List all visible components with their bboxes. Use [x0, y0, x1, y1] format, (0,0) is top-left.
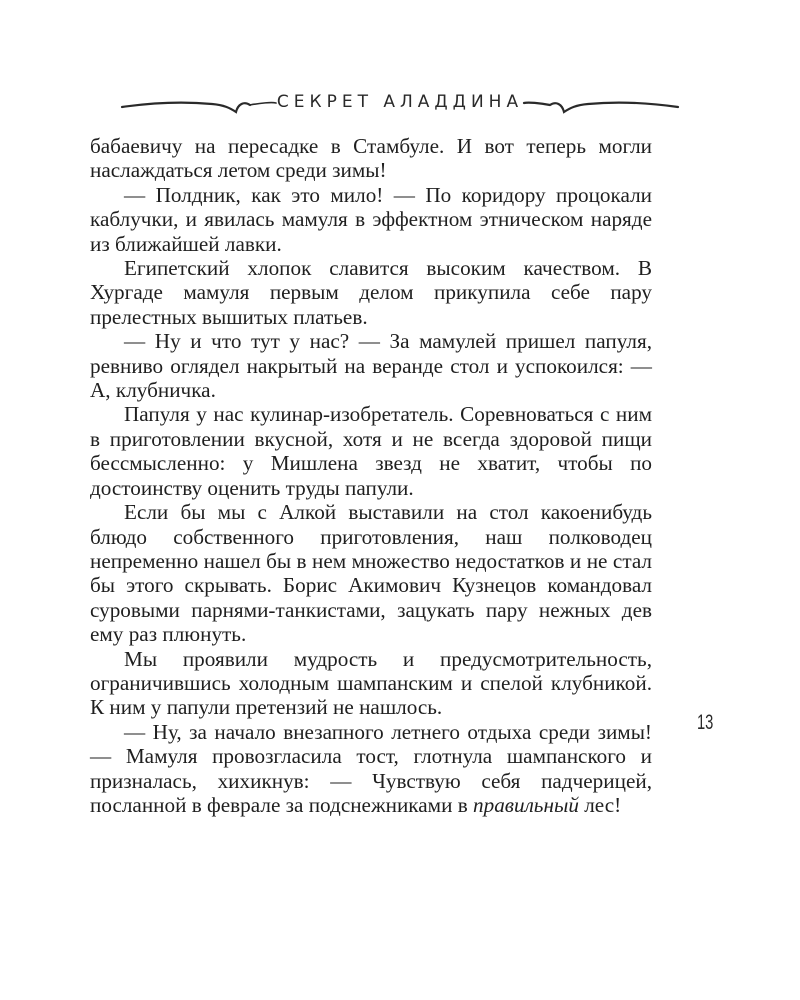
page-number: 13 [697, 711, 714, 734]
paragraph: — Ну и что тут у нас? — За мамулей пришел папуля, ревниво оглядел накрытый на веранде стол и успокоился: — А, клубничка. [90, 329, 652, 403]
running-head [120, 86, 680, 126]
body-text [90, 134, 652, 817]
paragraph: Папуля у нас кулинар-изобретатель. Соревноваться с ним в приготовлении вкусной, хотя и не всегда здоровой пищи бессмысленно: у Мишлена звезд не хватит, чтобы по достоинству оценить труды папули. [90, 402, 652, 500]
paragraph: Египетский хлопок славится высоким качеством. В Хургаде мамуля первым делом прикупила себе пару прелестных вышитых платьев. [90, 256, 652, 329]
paragraph-last-end: лес! [578, 792, 622, 817]
paragraph: — Полдник, как это мило! — По коридору процокали каблучки, и явилась мамуля в эффектном этническом наряде из ближайшей лавки. [90, 182, 652, 256]
paragraph: бабаевичу на пересадке в Стамбуле. И вот теперь могли наслаждаться летом среди зимы! [90, 134, 652, 183]
running-title: СЕКРЕТ АЛАДДИНА [276, 92, 524, 112]
paragraph-last [90, 720, 652, 818]
paragraph-last-text: — Ну, за начало внезапного летнего отдыха среди зимы! — Мамуля провозгласила тост, глотнула шампанского и призналась, хихикнув: — Чувствую себя падчерицей, посланной в феврале за подснежниками в [90, 719, 652, 817]
paragraph: Мы проявили мудрость и предусмотрительность, ограничившись холодным шампанским и спелой клубникой. К ним у папули претензий не нашлось. [90, 646, 652, 720]
paragraph: Если бы мы с Алкой выставили на стол какоенибудь блюдо собственного приготовления, наш полководец непременно нашел бы в нем множество недостатков и не стал бы этого скрывать. Борис Акимович Кузнецов командовал суровыми парнями-танкистами, зацукать пару нежных дев ему раз плюнуть. [90, 500, 652, 647]
italic-word: правильный [473, 792, 579, 817]
